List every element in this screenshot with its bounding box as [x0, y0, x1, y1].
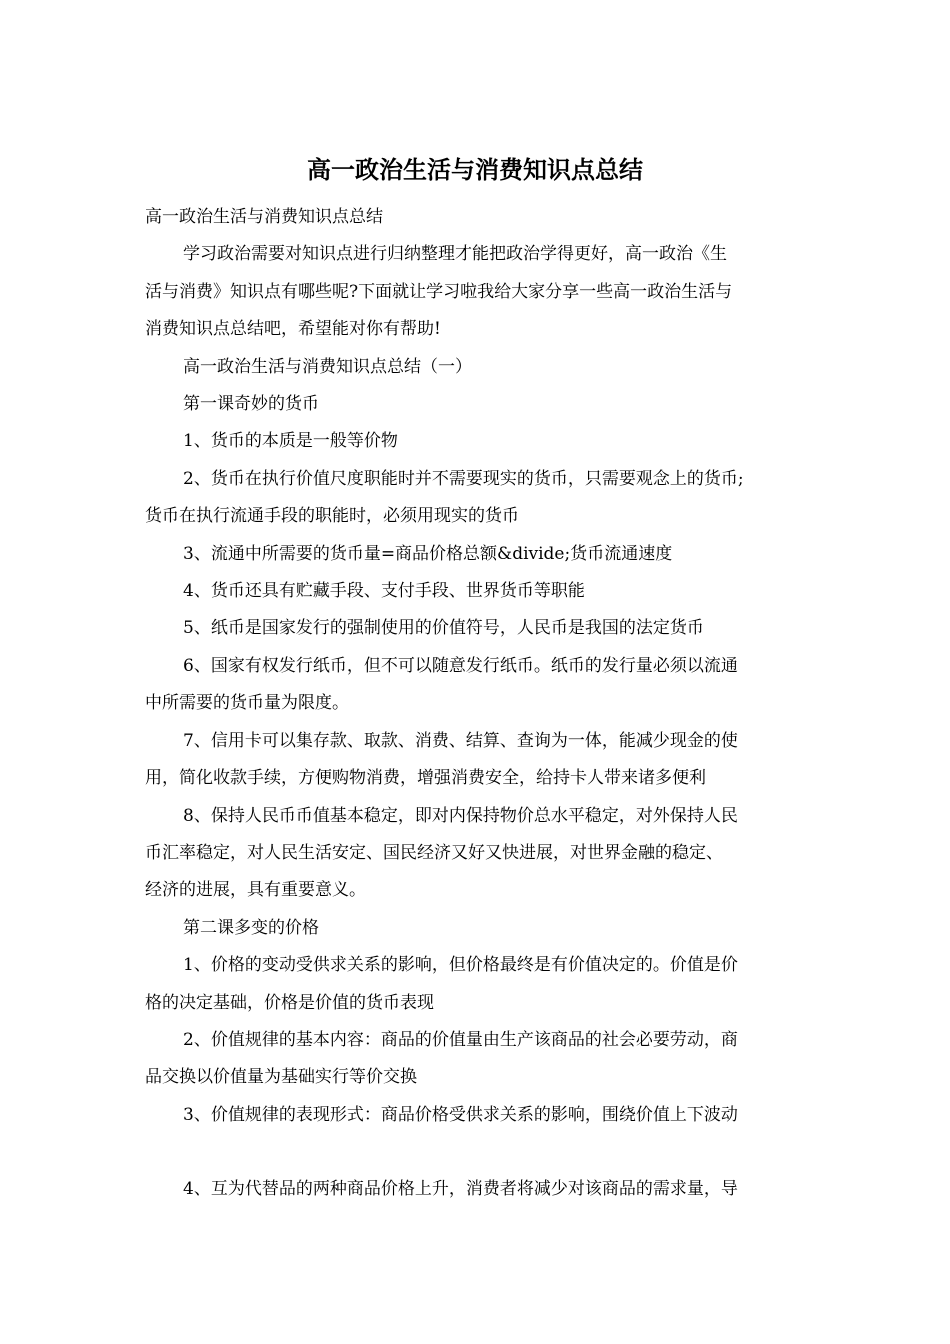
- intro-line: 消费知识点总结吧，希望能对你有帮助!: [145, 319, 441, 340]
- blank-line: [145, 1134, 810, 1171]
- list-item: 2、货币在执行价值尺度职能时并不需要现实的货币，只需要观念上的货币;: [183, 468, 744, 489]
- list-item-continuation: 币汇率稳定，对人民生活安定、国民经济又好又快进展，对世界金融的稳定、: [145, 842, 723, 863]
- list-item-continuation: 格的决定基础，价格是价值的货币表现: [145, 992, 434, 1013]
- list-item: 3、流通中所需要的货币量=商品价格总额&divide;货币流通速度: [183, 543, 673, 564]
- list-item: 4、货币还具有贮藏手段、支付手段、世界货币等职能: [183, 581, 585, 602]
- list-item: 1、货币的本质是一般等价物: [183, 431, 398, 452]
- document-title: 高一政治生活与消费知识点总结: [307, 155, 643, 184]
- list-item-continuation: 经济的进展，具有重要意义。: [145, 880, 366, 901]
- list-item: 5、纸币是国家发行的强制使用的价值符号，人民币是我国的法定货币: [183, 618, 704, 639]
- lesson-heading: 第二课多变的价格: [183, 917, 319, 938]
- list-item: 8、保持人民币币值基本稳定，即对内保持物价总水平稳定，对外保持人民: [183, 805, 738, 826]
- list-item-continuation: 品交换以价值量为基础实行等价交换: [145, 1067, 417, 1088]
- list-item: 3、价值规律的表现形式：商品价格受供求关系的影响，围绕价值上下波动: [183, 1104, 738, 1125]
- list-item: 2、价值规律的基本内容：商品的价值量由生产该商品的社会必要劳动，商: [183, 1029, 738, 1050]
- lesson-heading: 第一课奇妙的货币: [183, 394, 319, 415]
- subtitle-line: 高一政治生活与消费知识点总结: [145, 207, 383, 227]
- list-item: 7、信用卡可以集存款、取款、消费、结算、查询为一体，能减少现金的使: [183, 730, 738, 751]
- list-item: 1、价格的变动受供求关系的影响，但价格最终是有价值决定的。价值是价: [183, 955, 738, 976]
- intro-line: 学习政治需要对知识点进行归纳整理才能把政治学得更好，高一政治《生: [183, 244, 727, 265]
- list-item: 4、互为代替品的两种商品价格上升，消费者将减少对该商品的需求量，导: [183, 1179, 738, 1200]
- list-item-continuation: 货币在执行流通手段的职能时，必须用现实的货币: [145, 506, 519, 527]
- list-item: 6、国家有权发行纸币，但不可以随意发行纸币。纸币的发行量必须以流通: [183, 655, 738, 676]
- list-item-continuation: 中所需要的货币量为限度。: [145, 693, 349, 714]
- intro-line: 活与消费》知识点有哪些呢?下面就让学习啦我给大家分享一些高一政治生活与: [145, 281, 733, 302]
- section-heading: 高一政治生活与消费知识点总结（一）: [183, 356, 472, 377]
- document-body: [145, 199, 810, 1209]
- list-item-continuation: 用，简化收款手续，方便购物消费，增强消费安全，给持卡人带来诸多便利: [145, 768, 706, 789]
